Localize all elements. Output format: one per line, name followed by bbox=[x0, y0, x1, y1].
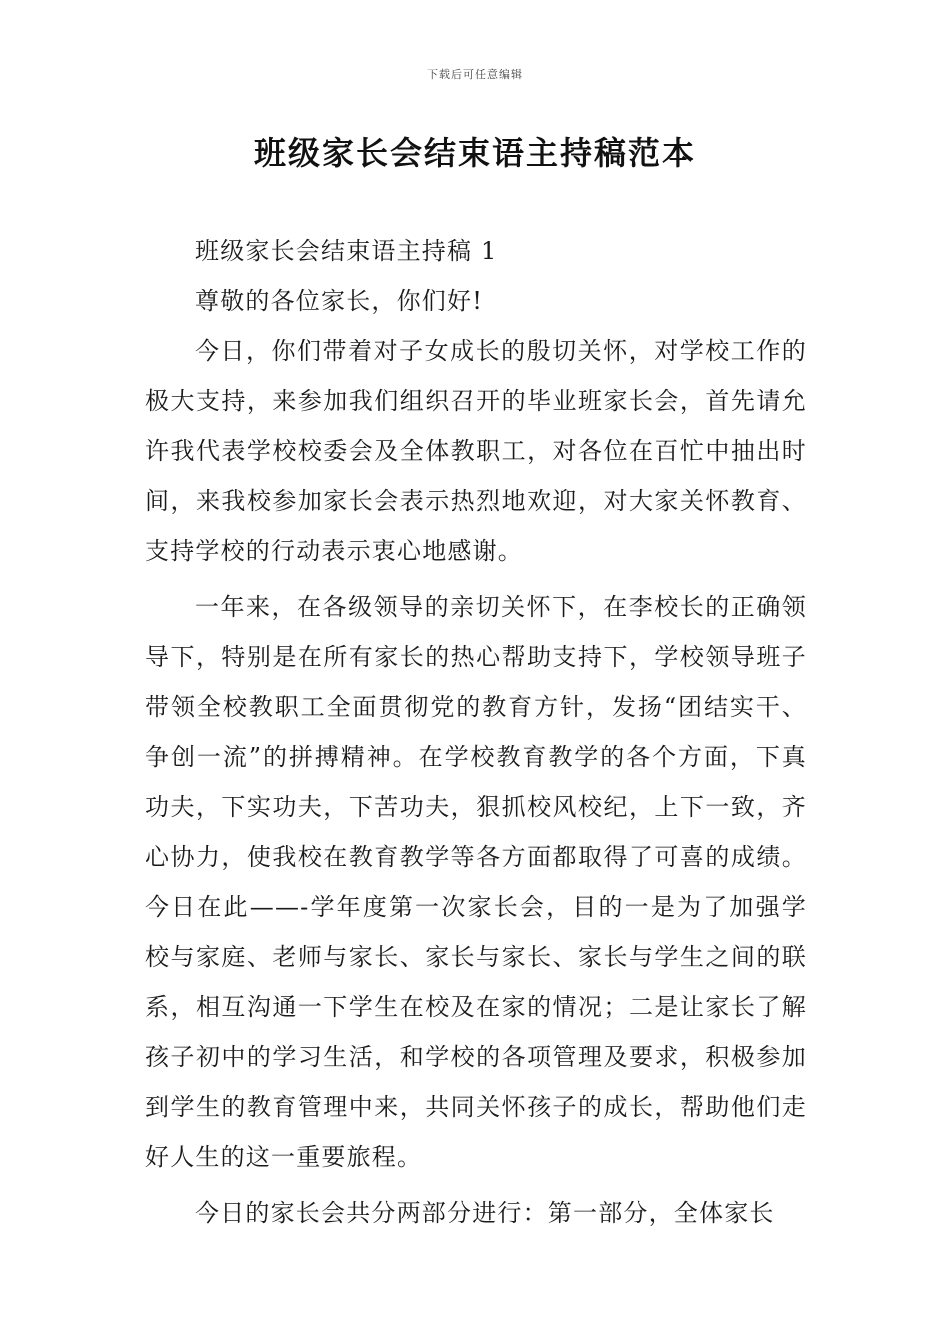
body-paragraph: 今日的家长会共分两部分进行：第一部分，全体家长 bbox=[195, 1199, 775, 1227]
greeting-paragraph: 尊敬的各位家长，你们好! bbox=[195, 287, 484, 315]
body-paragraph: 一年来，在各级领导的亲切关怀下，在李校长的正确领导下，特别是在所有家长的热心帮助支持下，学校领导班子带领全校教职工全面贯彻党的教育方针，发扬“团结实干、争创一流”的拼搏精神。在学校教育教学的各个方面，下真功夫，下实功夫，下苦功夫，狠抓校风校纪，上下一致，齐心协力，使我校在教育教学等各方面都取得了可喜的成绩。今日在此——-学年度第一次家长会，目的一是为了加强学校与家庭、老师与家长、家长与家长、家长与学生之间的联系，相互沟通一下学生在校及在家的情况；二是让家长了解孩子初中的学习生活，和学校的各项管理及要求，积极参加到学生的教育管理中来，共同关怀孩子的成长，帮助他们走好人生的这一重要旅程。 bbox=[145, 593, 807, 1171]
body-paragraph: 今日，你们带着对子女成长的殷切关怀，对学校工作的极大支持，来参加我们组织召开的毕业班家长会，首先请允许我代表学校校委会及全体教职工，对各位在百忙中抽出时间，来我校参加家长会表示热烈地欢迎，对大家关怀教育、支持学校的行动表示衷心地感谢。 bbox=[145, 337, 807, 565]
document-title: 班级家长会结束语主持稿范本 bbox=[253, 134, 696, 172]
document-body bbox=[145, 226, 807, 1238]
section-heading: 班级家长会结束语主持稿 1 bbox=[195, 237, 498, 265]
header-note: 下载后可任意编辑 bbox=[427, 68, 523, 81]
